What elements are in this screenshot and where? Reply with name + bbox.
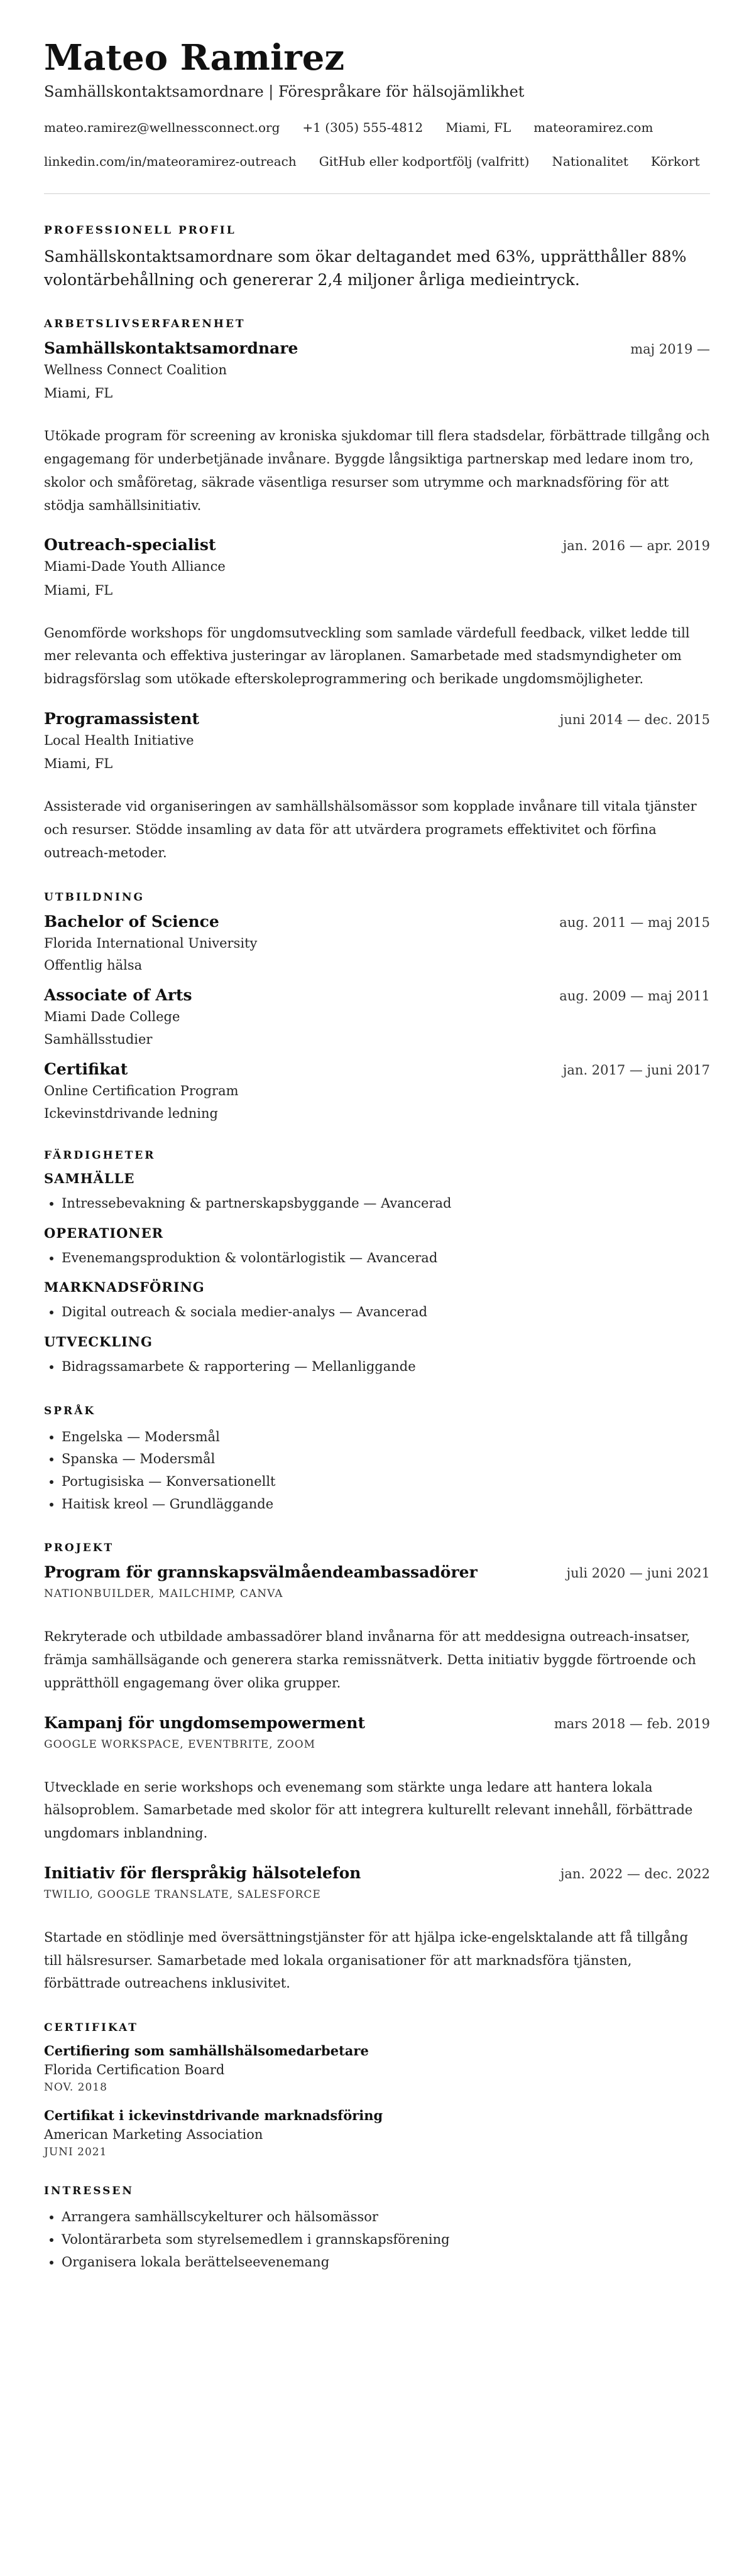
job-title: Programassistent (44, 709, 200, 728)
project-entry-head (44, 1563, 710, 1581)
job-dates: juni 2014 — dec. 2015 (559, 712, 710, 727)
languages-heading: SPRÅK (44, 1404, 96, 1417)
skill-group (44, 1279, 710, 1324)
skill-category: OPERATIONER (44, 1225, 164, 1241)
project-name: Program för grannskapsvälmåendeambassadörer (44, 1563, 478, 1582)
education-dates: aug. 2011 — maj 2015 (559, 914, 710, 930)
job-title: Outreach-specialist (44, 536, 216, 555)
skill-category: SAMHÄLLE (44, 1170, 135, 1186)
employer: Wellness Connect Coalition (44, 362, 227, 377)
skill-item: • Bidragssamarbete & rapportering — Mellanliggande (62, 1356, 710, 1378)
experience-entry (44, 536, 710, 691)
experience-entry (44, 710, 710, 865)
experience-section (44, 318, 710, 865)
project-description: Rekryterade och utbildade ambassadörer bland invånarna för att meddesigna outreach-insatser, främja samhällsägande och generera starka remissnätverk. Detta initiativ byggde förtroende och upprätthöll engagemang över olika grupper. (44, 1629, 696, 1691)
contact-nationality: Nationalitet (552, 154, 628, 170)
profile-heading: PROFESSIONELL PROFIL (44, 224, 236, 237)
contact-phone[interactable]: +1 (305) 555-4812 (302, 120, 423, 136)
skill-item: • Digital outreach & sociala medier-analys — Avancerad (62, 1301, 710, 1324)
job-location: Miami, FL (44, 756, 113, 772)
contact-email[interactable]: mateo.ramirez@wellnessconnect.org (44, 120, 280, 136)
project-tools: NATIONBUILDER, MAILCHIMP, CANVA (44, 1588, 283, 1601)
school: Florida International University (44, 935, 258, 951)
employer: Local Health Initiative (44, 732, 194, 748)
project-entry (44, 1864, 710, 1995)
certification-date: NOV. 2018 (44, 2081, 107, 2094)
experience-entry-head (44, 536, 710, 554)
header-divider (44, 193, 710, 194)
interest-item: • Organisera lokala berättelseevenemang (62, 2251, 710, 2274)
certification-entry (44, 2043, 710, 2094)
contact-info (44, 114, 710, 175)
candidate-name: Mateo Ramirez (44, 37, 345, 78)
school: Miami Dade College (44, 1009, 180, 1025)
interests-section (44, 2185, 710, 2273)
education-entry-head (44, 986, 710, 1004)
job-description: Genomförde workshops för ungdomsutveckling som samlade värdefull feedback, vilket ledde till mer relevanta och effektiva justeringar av läroplanen. Samarbetade med stadsmyndigheter om bidragsförslag som utökade efterskoleprogrammering och berikade ungdomsmöjligheter. (44, 625, 690, 687)
skill-group (44, 1225, 710, 1270)
degree: Bachelor of Science (44, 912, 219, 931)
experience-heading: ARBETSLIVSERFARENHET (44, 317, 246, 330)
candidate-headline: Samhällskontaktsamordnare | Förespråkare för hälsojämlikhet (44, 83, 525, 101)
skills-section (44, 1149, 710, 1378)
project-tools: TWILIO, GOOGLE TRANSLATE, SALESFORCE (44, 1888, 321, 1901)
contact-row (44, 114, 710, 175)
skill-list (44, 1356, 710, 1378)
employer: Miami-Dade Youth Alliance (44, 559, 226, 575)
skill-category: UTVECKLING (44, 1333, 153, 1350)
interest-item: • Volontärarbeta som styrelsemedlem i grannskapsförening (62, 2229, 710, 2251)
language-list (44, 1426, 710, 1516)
skill-list (44, 1301, 710, 1324)
skill-list (44, 1193, 710, 1215)
project-dates: mars 2018 — feb. 2019 (554, 1716, 710, 1731)
certifications-heading: CERTIFIKAT (44, 2021, 138, 2035)
profile-summary: Samhällskontaktsamordnare som ökar deltagandet med 63%, upprätthåller 88% volontärbehållning och genererar 2,4 miljoner årliga medieintryck. (44, 247, 687, 289)
projects-heading: PROJEKT (44, 1542, 114, 1555)
education-entry (44, 912, 710, 975)
languages-section (44, 1405, 710, 1516)
experience-entry-head (44, 710, 710, 728)
contact-location: Miami, FL (445, 120, 511, 136)
project-entry (44, 1714, 710, 1845)
project-tools: GOOGLE WORKSPACE, EVENTBRITE, ZOOM (44, 1738, 316, 1751)
school: Online Certification Program (44, 1083, 239, 1099)
skill-group (44, 1334, 710, 1378)
project-name: Initiativ för flerspråkig hälsotelefon (44, 1863, 361, 1882)
project-dates: juli 2020 — juni 2021 (566, 1566, 710, 1581)
project-dates: jan. 2022 — dec. 2022 (560, 1866, 710, 1881)
language-item: • Portugisiska — Konversationellt (62, 1471, 710, 1493)
project-description: Utvecklade en serie workshops och evenemang som stärkte unga ledare att hantera lokala hälsoproblem. Samarbetade med skolor för att integrera kulturellt relevant innehåll, förbättrade ungdomars inblandning. (44, 1779, 693, 1841)
job-location: Miami, FL (44, 582, 113, 598)
resume-header (44, 38, 710, 175)
certification-name: Certifikat i ickevinstdrivande marknadsföring (44, 2108, 383, 2124)
contact-website[interactable]: mateoramirez.com (533, 120, 653, 136)
project-name: Kampanj för ungdomsempowerment (44, 1713, 365, 1732)
education-heading: UTBILDNING (44, 890, 145, 904)
interests-heading: INTRESSEN (44, 2185, 134, 2198)
job-description: Utökade program för screening av kroniska sjukdomar till flera stadsdelar, förbättrade tillgång och engagemang för underbetjänade invånare. Byggde långsiktiga partnerskap med ledare inom tro, skolor och småföretag, säkrade väsentliga resurser som utrymme och marknadsföring för att stödja samhällsinitiativ. (44, 428, 710, 513)
education-entry-head (44, 912, 710, 931)
contact-github[interactable]: GitHub eller kodportfölj (valfritt) (319, 154, 530, 170)
job-dates: maj 2019 — (630, 341, 710, 357)
education-entry (44, 1060, 710, 1123)
skills-heading: FÄRDIGHETER (44, 1149, 156, 1162)
interest-list (44, 2206, 710, 2273)
project-description: Startade en stödlinje med översättningstjänster för att hjälpa icke-engelsktalande att få tillgång till hälsresurser. Samarbetade med lokala organisationer för att marknadsföra tjänsten, förbättrade outreachens inklusivitet. (44, 1929, 689, 1991)
experience-entry-head (44, 339, 710, 357)
field-of-study: Samhällsstudier (44, 1031, 153, 1047)
job-dates: jan. 2016 — apr. 2019 (562, 538, 710, 554)
certification-entry (44, 2108, 710, 2158)
language-item: • Spanska — Modersmål (62, 1448, 710, 1471)
contact-linkedin[interactable]: linkedin.com/in/mateoramirez-outreach (44, 154, 297, 170)
degree: Certifikat (44, 1060, 128, 1079)
degree: Associate of Arts (44, 986, 192, 1005)
education-section (44, 891, 710, 1123)
skill-category: MARKNADSFÖRING (44, 1279, 205, 1296)
education-entry-head (44, 1060, 710, 1078)
education-dates: aug. 2009 — maj 2011 (559, 988, 710, 1004)
project-entry (44, 1563, 710, 1694)
field-of-study: Offentlig hälsa (44, 957, 143, 973)
certification-name: Certifiering som samhällshälsomedarbetare (44, 2043, 369, 2059)
education-entry (44, 986, 710, 1049)
certification-date: JUNI 2021 (44, 2146, 107, 2159)
skill-item: • Evenemangsproduktion & volontärlogistik — Avancerad (62, 1247, 710, 1270)
experience-entry (44, 339, 710, 517)
certifications-section (44, 2021, 710, 2158)
skill-item: • Intressebevakning & partnerskapsbyggande — Avancerad (62, 1193, 710, 1215)
project-entry-head (44, 1864, 710, 1882)
contact-license: Körkort (650, 154, 700, 170)
profile-section (44, 224, 710, 291)
projects-section (44, 1542, 710, 1995)
project-entry-head (44, 1714, 710, 1732)
interest-item: • Arrangera samhällscykelturer och hälsomässor (62, 2206, 710, 2229)
job-title: Samhällskontaktsamordnare (44, 338, 298, 357)
language-item: • Haitisk kreol — Grundläggande (62, 1493, 710, 1516)
skill-group (44, 1171, 710, 1215)
education-dates: jan. 2017 — juni 2017 (562, 1063, 710, 1078)
certification-issuer: American Marketing Association (44, 2127, 263, 2143)
job-description: Assisterade vid organiseringen av samhällshälsomässor som kopplade invånare till vitala tjänster och resurser. Stödde insamling av data för att utvärdera programets effektivitet och förfina outreach-metoder. (44, 799, 697, 860)
field-of-study: Ickevinstdrivande ledning (44, 1105, 218, 1121)
language-item: • Engelska — Modersmål (62, 1426, 710, 1449)
skill-list (44, 1247, 710, 1270)
certification-issuer: Florida Certification Board (44, 2062, 225, 2078)
job-location: Miami, FL (44, 386, 113, 401)
